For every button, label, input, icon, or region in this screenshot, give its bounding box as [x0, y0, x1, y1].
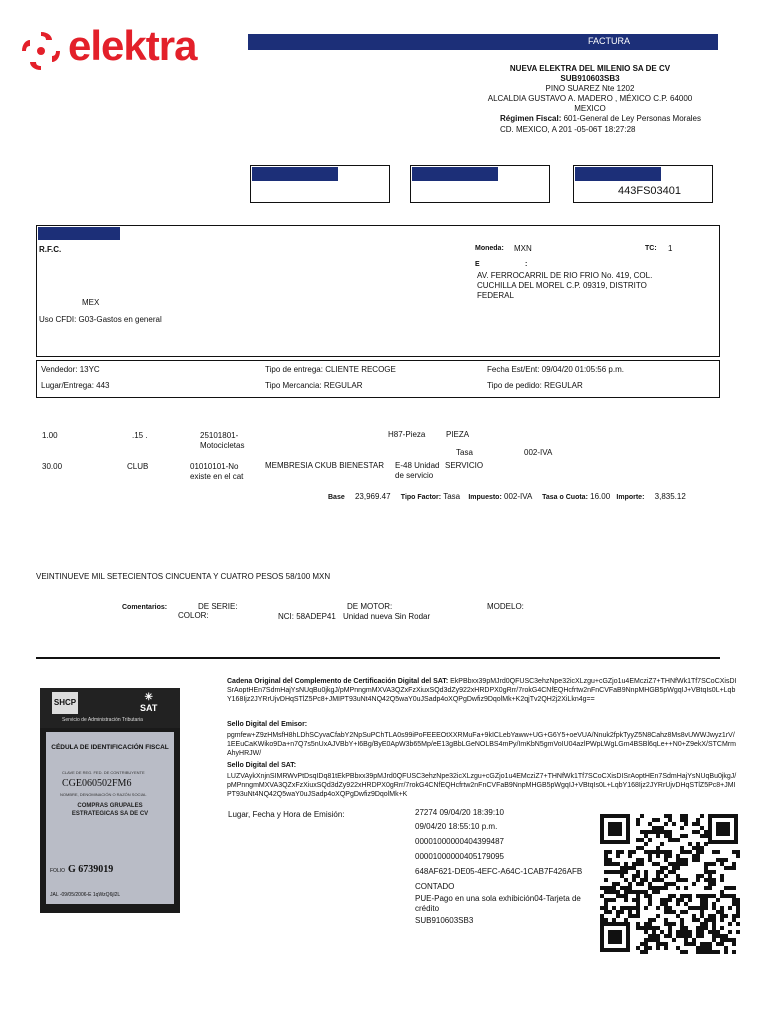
company-name: NUEVA ELEKTRA DEL MILENIO SA DE CV [509, 64, 671, 73]
e-colon: : [525, 261, 528, 268]
company-country: MEXICO [574, 104, 606, 113]
tipo-mercancia: Tipo Mercancia: REGULAR [265, 381, 363, 390]
cedula-body [46, 732, 174, 904]
folio-box-2-header [412, 167, 498, 181]
moneda-label: Moneda: [475, 245, 504, 252]
factor-value: Tasa [443, 492, 461, 501]
rfc-label: R.F.C. [39, 245, 62, 254]
cedula-folio-label: FOLIO [50, 868, 66, 874]
item-unit-code: E-48 Unidad de servicio [395, 461, 440, 480]
sat-logo-text: SAT [140, 703, 158, 713]
cedula-nombre: COMPRAS GRUPALES ESTRATEGICAS SA DE CV [71, 803, 149, 817]
uuid: 648AF621-DE05-4EFC-A64C-1CAB7F426AFB [415, 867, 583, 876]
cedula-clave-label: CLAVE DE REG. FED. DE CONTRIBUYENTE [62, 770, 145, 775]
emitter-block [470, 64, 710, 114]
impuesto-label: Impuesto: [468, 494, 502, 501]
comments-serie: DE SERIE: [198, 602, 238, 611]
item-sat-key: 25101801- Motocicletas [200, 431, 245, 450]
brand-name: elektra [68, 22, 197, 69]
company-address2: ALCALDIA GUSTAVO A. MADERO , MÉXICO C.P. 64000 [487, 94, 693, 103]
folio-box-1 [250, 165, 390, 203]
comments-color: COLOR: [178, 611, 209, 620]
item-tasa: Tasa [456, 448, 473, 457]
cuota-label: Tasa o Cuota: [542, 494, 588, 501]
item-sat-key: 01010101-No existe en el cat [190, 462, 244, 481]
sello-sat-value: LUZVAykXnjnSIMRWvPtDsqIDq81tEkPBbxx39pMJrd0QFUSC3ehzNpe32icXLzgu+cGZjo1u4EMcziZ7+THNfWk1Tf7SCoCXisDISrAoptHEn7SdmHajYsNUqBu0jkgJ/pMPnngmMXVA3QZxFzXiuxSQd3dZy922xHRDPX0gRrr/7rokG4CNfEQHcfrtw2nFnCVFaB9NnpMHGB5pWgqIJ+VBtqIs0L+LqbY168Ijz2JYRrUjvDHqSTlZ5Pc8+JMIPT93uNt4NQ42Q5waY0uJSadp4oXQPgDwfiz9DqolMk+K [227, 773, 737, 798]
item-code: .15 . [132, 431, 148, 440]
tc-value: 1 [668, 244, 673, 253]
client-country: MEX [82, 298, 100, 307]
folio-box-1-header [252, 167, 338, 181]
order-box [36, 360, 720, 398]
cert-details [415, 808, 600, 926]
uso-cfdi: Uso CFDI: G03-Gastos en general [39, 315, 162, 324]
cert-date: 09/04/20 18:55:10 p.m. [415, 822, 498, 831]
sat-logo-icon: ✳ [144, 692, 153, 703]
base-value: 23,969.47 [354, 492, 391, 501]
item-unit: PIEZA [446, 430, 470, 439]
lugar-entrega: Lugar/Entrega: 443 [41, 381, 110, 390]
folio-box-3-header [575, 167, 661, 181]
cedula-title: CÉDULA DE IDENTIFICACIÓN FISCAL [51, 744, 169, 751]
item-qty: 1.00 [42, 431, 58, 440]
tax-line [328, 492, 686, 502]
folio-box-3 [573, 165, 713, 203]
shcp-logo [52, 692, 78, 714]
folio-box-2 [410, 165, 550, 203]
item-iva: 002-IVA [524, 448, 553, 457]
regimen-label: Régimen Fiscal: [500, 114, 562, 123]
cedula-fiscal-image [40, 688, 180, 913]
client-address: AV. FERROCARRIL DE RIO FRIO No. 419, COL. CUCHILLA DEL MOREL C.P. 09319, DISTRITO FEDERAL [477, 271, 653, 300]
shcp-text: SHCP [53, 698, 77, 707]
lugar-emision-label: Lugar, Fecha y Hora de Emisión: [228, 810, 345, 819]
metodo-pago: PUE-Pago en una sola exhibición04-Tarjeta de crédito [415, 894, 581, 913]
comments-motor: DE MOTOR: [347, 602, 393, 611]
fecha-entrega: Fecha Est/Ent: 09/04/20 01:05:56 p.m. [487, 365, 624, 374]
impuesto-value: 002-IVA [504, 492, 532, 501]
elektra-logo [18, 24, 238, 74]
comments-unidad: Unidad nueva Sin Rodar [343, 612, 431, 621]
item-code: CLUB [127, 462, 149, 471]
elektra-logo-icon [18, 28, 64, 74]
cedula-footer: JAL -09/05/2006-E 1qWzQ6jl2L [50, 892, 121, 898]
cadena-original [227, 677, 737, 704]
cert-number-2: 00001000000405179095 [415, 852, 504, 861]
comments-label: Comentarios: [122, 604, 168, 611]
cuota-value: 16.00 [590, 492, 611, 501]
cedula-nombre-label: NOMBRE, DENOMINACIÓN O RAZÓN SOCIAL [60, 792, 147, 797]
cedula-clave: CGE060502FM6 [62, 778, 132, 789]
cedula-servicio: Servicio de Administración Tributaria [62, 717, 143, 723]
e-label: E [475, 261, 480, 268]
place-date: CD. MEXICO, A 201 -05-06T 18:27:28 [500, 125, 636, 134]
item-qty: 30.00 [42, 462, 63, 471]
client-box-header [38, 227, 120, 240]
regimen-fiscal [500, 114, 701, 124]
tc-label: TC: [645, 245, 657, 252]
sello-emisor-label: Sello Digital del Emisor: [227, 721, 308, 728]
vendedor: Vendedor: 13YC [41, 365, 100, 374]
cedula-header [40, 688, 180, 728]
amount-in-words: VEINTINUEVE MIL SETECIENTOS CINCUENTA Y CUATRO PESOS 58/100 MXN [36, 572, 331, 581]
tipo-entrega: Tipo de entrega: CLIENTE RECOGE [265, 365, 396, 374]
rfc-proveedor: SUB910603SB3 [415, 916, 474, 925]
qr-code [598, 812, 740, 954]
cadena-label: Cadena Original del Complemento de Certificación Digital del SAT: [227, 678, 449, 685]
cedula-folio: G 6739019 [68, 864, 114, 875]
sello-emisor [227, 720, 737, 758]
forma-pago: CONTADO [415, 882, 455, 891]
section-divider [36, 657, 720, 659]
importe-value: 3,835.12 [654, 492, 686, 501]
company-address1: PINO SUAREZ Nte 1202 [545, 84, 635, 93]
importe-label: Importe: [616, 494, 645, 501]
comments-nci: NCI: 58ADEP41 [278, 612, 336, 621]
sello-emisor-value: pgmfew+Z9zHMsfH8hLDhSCyvaCfabY2NpSuPChTLA0s99iPoFEEEOtXXRMuFa+9kICLebYaww+UG+G6Y5+oeVUA/Nnuk2fpkTyyZ5N8Cahz8Ms8vUWWJwyz1rV/1EEuCaKWiko9Da+n7Q7s5nUxAJVBbY+I6Bg/ByE0ApW3b65Mp/eE13gBbLGeNOLBS4mPy/ImKbN5gmVoIU04azlPWpLWgLGm4BSBl6qLe++N0+Z9ekX/STCMrmAhyHRJW/ [227, 732, 736, 757]
company-rfc: SUB910603SB3 [560, 74, 620, 83]
cert-number-1: 00001000000404399487 [415, 837, 504, 846]
folio-number: 443FS03401 [618, 185, 681, 197]
sat-logo [140, 692, 157, 713]
moneda-value: MXN [514, 244, 532, 253]
lugar-emision-value: 27274 09/04/20 18:39:10 [415, 808, 504, 817]
cadena-value: EkPBbxx39pMJrd0QFUSC3ehzNpe32icXLzgu+cGZjo1u4EMcziZ7+THNfWk1Tf7SCoCXisDISrAoptHEn7SdmHajYsNUqBu0jkgJ/pMPnngmMXVA3QZxFzXiuxSQd3dZy922xHRDPX0gRrr/7rokG4CNfEQHcfrtw2nFnCVFaB9NnpMHGB5pWgqIJ+VBtqIs0L+LqbY168Ijz2JYRrUjvDHqSTlZ5Pc8+JMIPT93uNt4NQ42Q5waY0uJSadp4oXQPgDwfiz9DqolMk+K2qjTv2QH2j2XiLkn4g== [227, 678, 737, 703]
item-unit-code: H87-Pieza [388, 430, 426, 439]
factura-header-bar [248, 34, 718, 50]
regimen-value: 601-General de Ley Personas Morales [563, 114, 702, 123]
doc-type: FACTURA [588, 36, 631, 46]
factor-label: Tipo Factor: [400, 494, 442, 501]
item-unit: SERVICIO [445, 461, 484, 470]
sello-sat-label: Sello Digital del SAT: [227, 762, 297, 769]
base-label: Base [328, 494, 345, 501]
sello-sat [227, 761, 737, 799]
tipo-pedido: Tipo de pedido: REGULAR [487, 381, 583, 390]
item-desc: MEMBRESIA CKUB BIENESTAR [265, 461, 384, 470]
comments-modelo: MODELO: [487, 602, 524, 611]
client-box [36, 225, 720, 357]
